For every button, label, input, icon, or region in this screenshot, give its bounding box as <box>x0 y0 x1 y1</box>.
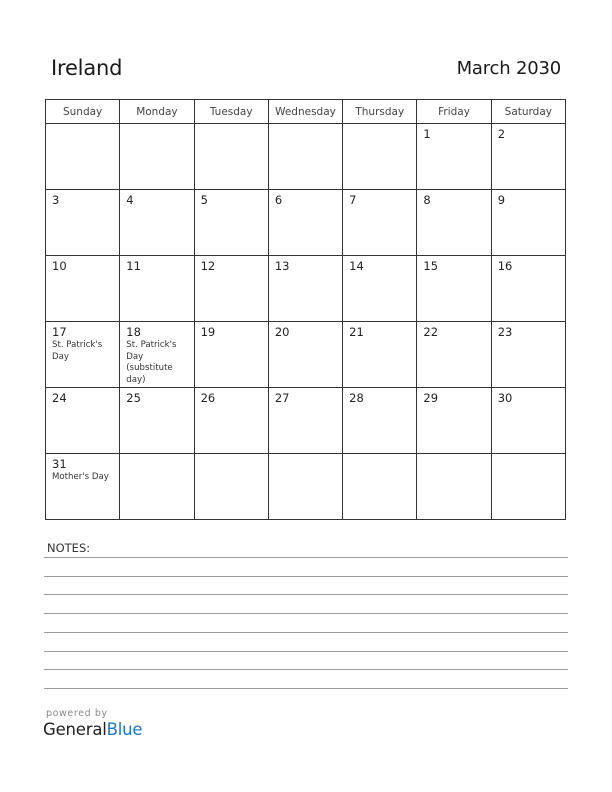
empty-day-cell <box>120 454 194 520</box>
day-cell <box>343 388 417 454</box>
day-cell <box>491 256 565 322</box>
note-line <box>44 669 568 670</box>
day-number: 31 <box>52 457 67 471</box>
day-number: 7 <box>349 193 357 207</box>
empty-day-cell <box>417 454 491 520</box>
note-line <box>44 632 568 633</box>
day-number: 9 <box>497 193 506 207</box>
day-number: 30 <box>497 391 513 405</box>
day-cell <box>46 256 120 322</box>
week-row <box>46 454 566 520</box>
day-number: 24 <box>52 391 67 405</box>
day-number: 10 <box>52 259 67 273</box>
day-number: 20 <box>274 325 290 339</box>
day-number: 13 <box>274 259 290 273</box>
day-number: 29 <box>423 391 439 405</box>
week-row <box>46 256 566 322</box>
day-number: 22 <box>423 325 439 339</box>
week-row <box>46 124 566 190</box>
day-cell <box>194 322 268 388</box>
week-row <box>46 388 566 454</box>
day-number: 15 <box>423 259 439 273</box>
calendar-grid <box>45 99 566 520</box>
note-line <box>44 688 568 689</box>
empty-day-cell <box>491 454 565 520</box>
holiday-label: Mother's Day <box>52 472 109 482</box>
day-number: 21 <box>349 325 364 339</box>
weekday-header: Sunday <box>46 100 120 124</box>
day-number: 11 <box>126 259 141 273</box>
day-cell <box>268 256 342 322</box>
day-number: 18 <box>126 325 141 339</box>
day-cell <box>491 388 565 454</box>
weekday-header: Friday <box>417 100 491 124</box>
day-number: 23 <box>497 325 513 339</box>
weekday-header: Tuesday <box>194 100 268 124</box>
day-cell <box>46 454 120 520</box>
empty-day-cell <box>46 124 120 190</box>
empty-day-cell <box>194 124 268 190</box>
day-cell <box>194 190 268 256</box>
day-number: 26 <box>200 391 216 405</box>
month-year-title: March 2030 <box>456 58 561 79</box>
brand-logo[interactable] <box>43 720 142 739</box>
day-cell <box>194 388 268 454</box>
empty-day-cell <box>268 124 342 190</box>
day-cell <box>46 190 120 256</box>
empty-day-cell <box>268 454 342 520</box>
country-title: Ireland <box>51 56 123 80</box>
note-line <box>44 651 568 652</box>
day-number: 25 <box>126 391 141 405</box>
day-number: 3 <box>52 193 60 207</box>
weekday-header: Wednesday <box>268 100 342 124</box>
day-number: 28 <box>349 391 364 405</box>
day-cell <box>46 322 120 388</box>
brand-name-general: General <box>43 720 107 739</box>
day-cell <box>120 322 194 388</box>
day-cell <box>491 322 565 388</box>
day-number: 6 <box>274 193 283 207</box>
empty-day-cell <box>120 124 194 190</box>
weekday-header: Monday <box>120 100 194 124</box>
week-row <box>46 190 566 256</box>
day-cell <box>120 256 194 322</box>
day-number: 19 <box>200 325 216 339</box>
day-number: 27 <box>274 391 290 405</box>
note-line <box>44 613 568 614</box>
day-number: 16 <box>497 259 513 273</box>
empty-day-cell <box>343 124 417 190</box>
day-number: 12 <box>200 259 216 273</box>
day-cell <box>343 256 417 322</box>
day-cell <box>120 388 194 454</box>
note-line <box>44 576 568 577</box>
holiday-label: St. Patrick's Day <box>52 340 103 362</box>
day-cell <box>268 190 342 256</box>
day-cell <box>417 388 491 454</box>
day-number: 17 <box>52 325 67 339</box>
day-cell <box>194 256 268 322</box>
day-cell <box>491 124 565 190</box>
day-cell <box>343 190 417 256</box>
day-number: 1 <box>423 127 431 141</box>
day-number: 2 <box>497 127 506 141</box>
weekday-header: Saturday <box>491 100 565 124</box>
note-line <box>44 557 568 558</box>
week-row <box>46 322 566 388</box>
powered-by-text: powered by <box>46 708 108 719</box>
empty-day-cell <box>343 454 417 520</box>
day-cell <box>268 322 342 388</box>
empty-day-cell <box>194 454 268 520</box>
weekday-header-row <box>46 100 566 124</box>
holiday-label: St. Patrick's Day (substitute day) <box>126 340 177 385</box>
day-cell <box>46 388 120 454</box>
day-cell <box>120 190 194 256</box>
brand-name-blue: Blue <box>106 720 143 739</box>
day-number: 8 <box>423 193 431 207</box>
day-cell <box>417 190 491 256</box>
day-number: 4 <box>126 193 134 207</box>
day-cell <box>343 322 417 388</box>
day-cell <box>417 322 491 388</box>
day-cell <box>268 388 342 454</box>
day-number: 14 <box>349 259 364 273</box>
weekday-header: Thursday <box>343 100 417 124</box>
day-number: 5 <box>200 193 208 207</box>
day-cell <box>417 124 491 190</box>
note-line <box>44 594 568 595</box>
day-cell <box>491 190 565 256</box>
notes-label: NOTES: <box>47 541 91 555</box>
day-cell <box>417 256 491 322</box>
